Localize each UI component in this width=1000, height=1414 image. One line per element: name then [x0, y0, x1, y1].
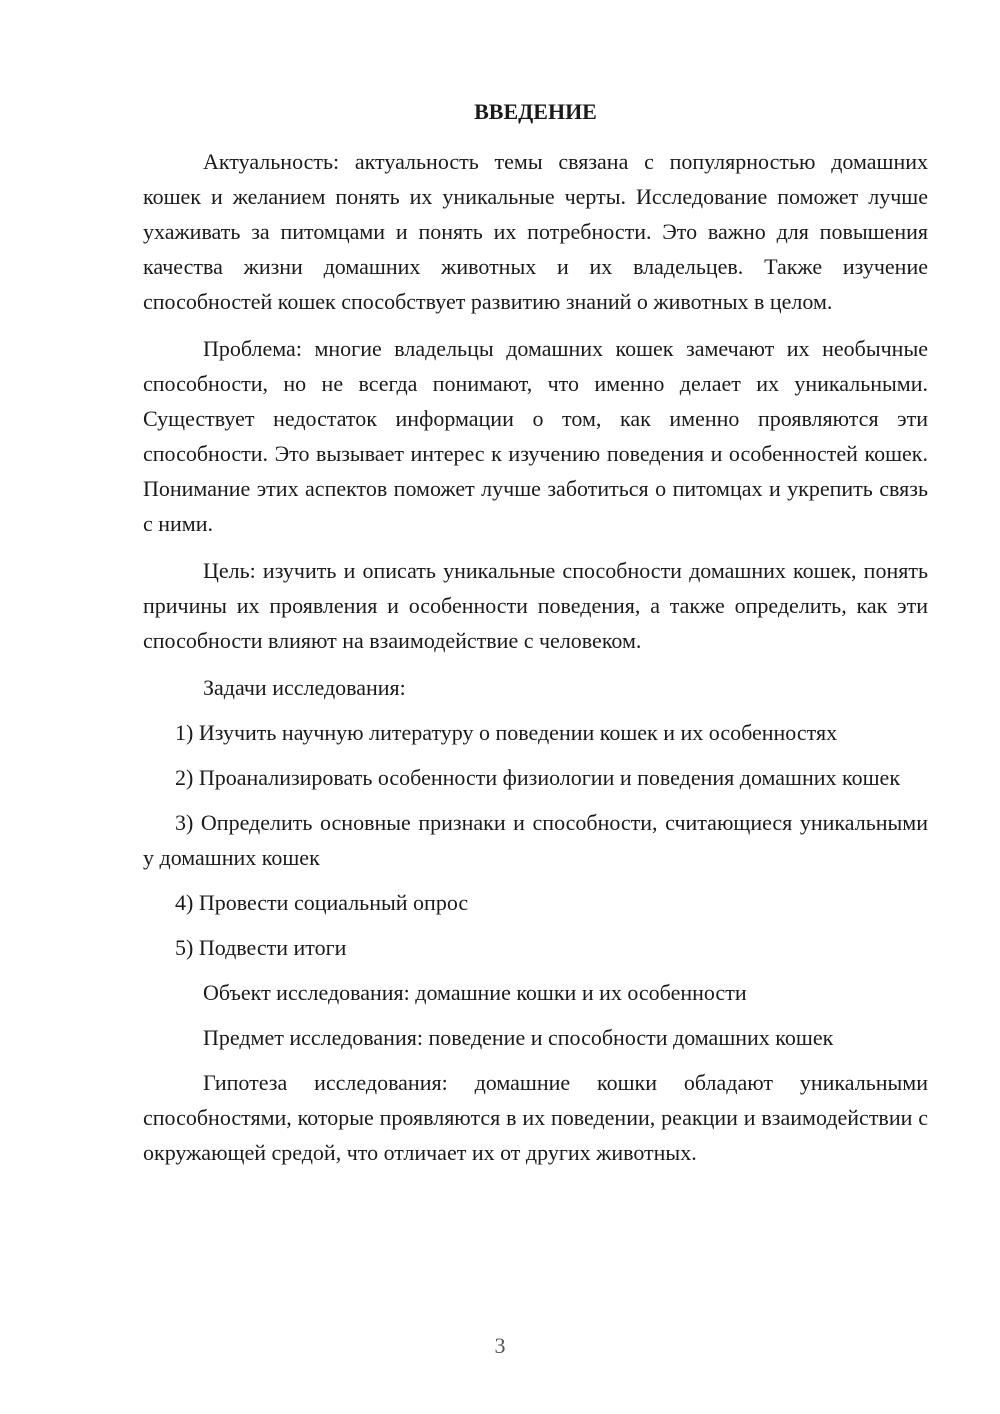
- task-item-5: 5) Подвести итоги: [175, 935, 347, 960]
- page-number: 3: [494, 1333, 506, 1358]
- goal-paragraph: Цель: изучить и описать уникальные способности домашних кошек, понять причины их проявления и особенности поведения, а также определить, как эти способности влияют на взаимодействие с человеком.: [143, 558, 928, 653]
- problem-paragraph: Проблема: многие владельцы домашних кошек замечают их необычные способности, но не всегда понимают, что именно делает их уникальными. Существует недостаток информации о том, как именно проявляются эти способности. Это вызывает интерес к изучению поведения и особенностей кошек. Понимание этих аспектов поможет лучше заботиться о питомцах и укрепить связь с ними.: [143, 336, 928, 536]
- task-item-4: 4) Провести социальный опрос: [175, 890, 469, 915]
- task-item-3: 3) Определить основные признаки и способности, считающиеся уникальными у домашних кошек: [143, 810, 928, 870]
- research-subject: Предмет исследования: поведение и способности домашних кошек: [203, 1025, 834, 1050]
- task-item-2: 2) Проанализировать особенности физиологии и поведения домашних кошек: [175, 765, 901, 790]
- page-content: [143, 94, 928, 1182]
- hypothesis-paragraph: Гипотеза исследования: домашние кошки обладают уникальными способностями, которые проявляются в их поведении, реакции и взаимодействии с окружающей средой, что отличает их от других животных.: [143, 1070, 928, 1165]
- tasks-heading: Задачи исследования:: [203, 675, 406, 700]
- relevance-paragraph: Актуальность: актуальность темы связана с популярностью домашних кошек и желанием понять их уникальные черты. Исследование поможет лучше ухаживать за питомцами и понять их потребности. Это важно для повышения качества жизни домашних животных и их владельцев. Также изучение способностей кошек способствует развитию знаний о животных в целом.: [143, 149, 928, 314]
- page-title: ВВЕДЕНИЕ: [474, 99, 597, 124]
- research-object: Объект исследования: домашние кошки и их особенности: [203, 980, 747, 1005]
- task-item-1: 1) Изучить научную литературу о поведении кошек и их особенностях: [175, 720, 838, 745]
